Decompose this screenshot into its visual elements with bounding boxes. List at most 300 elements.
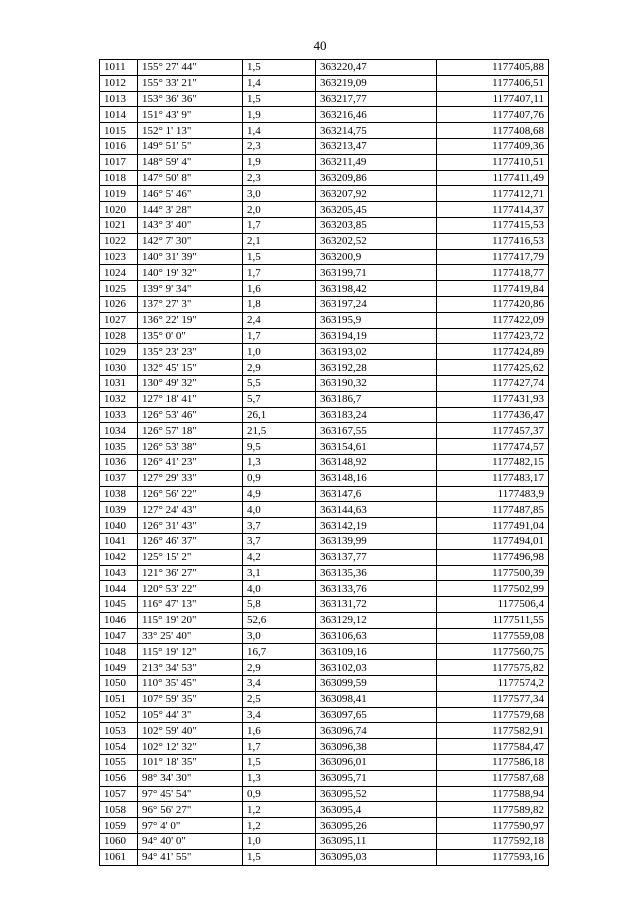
- distance-cell: 0,9: [243, 470, 316, 486]
- y-coordinate-cell: 1177482,15: [437, 454, 549, 470]
- table-row: [100, 186, 549, 202]
- y-coordinate-cell: 1177587,68: [437, 770, 549, 786]
- y-coordinate-cell: 1177592,18: [437, 834, 549, 850]
- point-number-cell: 1026: [100, 296, 138, 312]
- bearing-cell: 126° 53' 46": [138, 407, 243, 423]
- bearing-cell: 94° 40' 0": [138, 834, 243, 850]
- x-coordinate-cell: 363106,63: [316, 628, 437, 644]
- x-coordinate-cell: 363213,47: [316, 138, 437, 154]
- distance-cell: 4,9: [243, 486, 316, 502]
- distance-cell: 2,4: [243, 312, 316, 328]
- distance-cell: 5,5: [243, 375, 316, 391]
- point-number-cell: 1032: [100, 391, 138, 407]
- bearing-cell: 102° 59' 40": [138, 723, 243, 739]
- x-coordinate-cell: 363199,71: [316, 265, 437, 281]
- y-coordinate-cell: 1177412,71: [437, 186, 549, 202]
- bearing-cell: 105° 44' 3": [138, 707, 243, 723]
- y-coordinate-cell: 1177511,55: [437, 612, 549, 628]
- y-coordinate-cell: 1177410,51: [437, 154, 549, 170]
- point-number-cell: 1028: [100, 328, 138, 344]
- y-coordinate-cell: 1177414,37: [437, 202, 549, 218]
- bearing-cell: 97° 45' 54": [138, 786, 243, 802]
- x-coordinate-cell: 363109,16: [316, 644, 437, 660]
- point-number-cell: 1047: [100, 628, 138, 644]
- point-number-cell: 1049: [100, 660, 138, 676]
- table-row: [100, 60, 549, 76]
- bearing-cell: 130° 49' 32": [138, 375, 243, 391]
- bearing-cell: 137° 27' 3": [138, 296, 243, 312]
- distance-cell: 1,5: [243, 60, 316, 76]
- y-coordinate-cell: 1177422,09: [437, 312, 549, 328]
- y-coordinate-cell: 1177474,57: [437, 439, 549, 455]
- y-coordinate-cell: 1177502,99: [437, 581, 549, 597]
- x-coordinate-cell: 363144,63: [316, 502, 437, 518]
- x-coordinate-cell: 363148,16: [316, 470, 437, 486]
- table-row: [100, 612, 549, 628]
- point-number-cell: 1056: [100, 770, 138, 786]
- distance-cell: 3,7: [243, 533, 316, 549]
- point-number-cell: 1044: [100, 581, 138, 597]
- bearing-cell: 153° 36' 36": [138, 91, 243, 107]
- distance-cell: 1,0: [243, 344, 316, 360]
- table-row: [100, 723, 549, 739]
- x-coordinate-cell: 363194,19: [316, 328, 437, 344]
- bearing-cell: 146° 5' 46": [138, 186, 243, 202]
- x-coordinate-cell: 363095,03: [316, 849, 437, 865]
- distance-cell: 1,2: [243, 818, 316, 834]
- x-coordinate-cell: 363198,42: [316, 281, 437, 297]
- x-coordinate-cell: 363099,59: [316, 676, 437, 692]
- bearing-cell: 140° 31' 39": [138, 249, 243, 265]
- point-number-cell: 1052: [100, 707, 138, 723]
- point-number-cell: 1057: [100, 786, 138, 802]
- x-coordinate-cell: 363137,77: [316, 549, 437, 565]
- y-coordinate-cell: 1177424,89: [437, 344, 549, 360]
- point-number-cell: 1053: [100, 723, 138, 739]
- table-row: [100, 281, 549, 297]
- point-number-cell: 1016: [100, 138, 138, 154]
- distance-cell: 2,9: [243, 660, 316, 676]
- distance-cell: 16,7: [243, 644, 316, 660]
- bearing-cell: 132° 45' 15": [138, 360, 243, 376]
- distance-cell: 1,5: [243, 755, 316, 771]
- point-number-cell: 1031: [100, 375, 138, 391]
- bearing-cell: 147° 50' 8": [138, 170, 243, 186]
- table-row: [100, 533, 549, 549]
- x-coordinate-cell: 363095,4: [316, 802, 437, 818]
- table-row: [100, 360, 549, 376]
- bearing-cell: 120° 53' 22": [138, 581, 243, 597]
- x-coordinate-cell: 363190,32: [316, 375, 437, 391]
- point-number-cell: 1036: [100, 454, 138, 470]
- distance-cell: 5,7: [243, 391, 316, 407]
- bearing-cell: 115° 19' 20": [138, 612, 243, 628]
- x-coordinate-cell: 363096,38: [316, 739, 437, 755]
- x-coordinate-cell: 363096,01: [316, 755, 437, 771]
- point-number-cell: 1038: [100, 486, 138, 502]
- distance-cell: 2,0: [243, 202, 316, 218]
- bearing-cell: 155° 33' 21": [138, 75, 243, 91]
- distance-cell: 1,4: [243, 75, 316, 91]
- y-coordinate-cell: 1177586,18: [437, 755, 549, 771]
- bearing-cell: 101° 18' 35": [138, 755, 243, 771]
- distance-cell: 4,0: [243, 581, 316, 597]
- table-row: [100, 676, 549, 692]
- bearing-cell: 102° 12' 32": [138, 739, 243, 755]
- point-number-cell: 1013: [100, 91, 138, 107]
- table-row: [100, 818, 549, 834]
- y-coordinate-cell: 1177590,97: [437, 818, 549, 834]
- table-row: [100, 518, 549, 534]
- point-number-cell: 1046: [100, 612, 138, 628]
- bearing-cell: 127° 18' 41": [138, 391, 243, 407]
- point-number-cell: 1027: [100, 312, 138, 328]
- x-coordinate-cell: 363095,26: [316, 818, 437, 834]
- point-number-cell: 1060: [100, 834, 138, 850]
- table-row: [100, 707, 549, 723]
- point-number-cell: 1034: [100, 423, 138, 439]
- x-coordinate-cell: 363207,92: [316, 186, 437, 202]
- table-row: [100, 107, 549, 123]
- distance-cell: 2,3: [243, 170, 316, 186]
- table-row: [100, 834, 549, 850]
- table-row: [100, 502, 549, 518]
- point-number-cell: 1023: [100, 249, 138, 265]
- distance-cell: 1,4: [243, 123, 316, 139]
- x-coordinate-cell: 363095,11: [316, 834, 437, 850]
- table-row: [100, 549, 549, 565]
- x-coordinate-cell: 363096,74: [316, 723, 437, 739]
- distance-cell: 2,1: [243, 233, 316, 249]
- y-coordinate-cell: 1177487,85: [437, 502, 549, 518]
- bearing-cell: 107° 59' 35": [138, 691, 243, 707]
- bearing-cell: 126° 56' 22": [138, 486, 243, 502]
- bearing-cell: 121° 36' 27": [138, 565, 243, 581]
- x-coordinate-cell: 363095,71: [316, 770, 437, 786]
- x-coordinate-cell: 363203,85: [316, 217, 437, 233]
- table-row: [100, 739, 549, 755]
- bearing-cell: 126° 53' 38": [138, 439, 243, 455]
- point-number-cell: 1011: [100, 60, 138, 76]
- bearing-cell: 135° 0' 0": [138, 328, 243, 344]
- distance-cell: 1,6: [243, 281, 316, 297]
- x-coordinate-cell: 363220,47: [316, 60, 437, 76]
- bearing-cell: 126° 41' 23": [138, 454, 243, 470]
- table-row: [100, 755, 549, 771]
- table-row: [100, 217, 549, 233]
- distance-cell: 3,1: [243, 565, 316, 581]
- y-coordinate-cell: 1177423,72: [437, 328, 549, 344]
- point-number-cell: 1045: [100, 597, 138, 613]
- distance-cell: 1,8: [243, 296, 316, 312]
- y-coordinate-cell: 1177574,2: [437, 676, 549, 692]
- point-number-cell: 1051: [100, 691, 138, 707]
- table-row: [100, 628, 549, 644]
- point-number-cell: 1021: [100, 217, 138, 233]
- bearing-cell: 125° 15' 2": [138, 549, 243, 565]
- x-coordinate-cell: 363142,19: [316, 518, 437, 534]
- distance-cell: 1,7: [243, 739, 316, 755]
- x-coordinate-cell: 363183,24: [316, 407, 437, 423]
- table-row: [100, 849, 549, 865]
- y-coordinate-cell: 1177560,75: [437, 644, 549, 660]
- bearing-cell: 116° 47' 13": [138, 597, 243, 613]
- x-coordinate-cell: 363154,61: [316, 439, 437, 455]
- point-number-cell: 1024: [100, 265, 138, 281]
- point-number-cell: 1017: [100, 154, 138, 170]
- y-coordinate-cell: 1177405,88: [437, 60, 549, 76]
- bearing-cell: 110° 35' 45": [138, 676, 243, 692]
- y-coordinate-cell: 1177575,82: [437, 660, 549, 676]
- bearing-cell: 33° 25' 40": [138, 628, 243, 644]
- point-number-cell: 1025: [100, 281, 138, 297]
- table-row: [100, 470, 549, 486]
- table-row: [100, 407, 549, 423]
- distance-cell: 52,6: [243, 612, 316, 628]
- point-number-cell: 1042: [100, 549, 138, 565]
- table-row: [100, 233, 549, 249]
- bearing-cell: 127° 29' 33": [138, 470, 243, 486]
- page-number: 40: [313, 38, 327, 53]
- x-coordinate-cell: 363131,72: [316, 597, 437, 613]
- bearing-cell: 115° 19' 12": [138, 644, 243, 660]
- bearing-cell: 126° 31' 43": [138, 518, 243, 534]
- table-row: [100, 581, 549, 597]
- point-number-cell: 1059: [100, 818, 138, 834]
- distance-cell: 1,7: [243, 265, 316, 281]
- distance-cell: 1,3: [243, 770, 316, 786]
- x-coordinate-cell: 363211,49: [316, 154, 437, 170]
- distance-cell: 4,0: [243, 502, 316, 518]
- distance-cell: 26,1: [243, 407, 316, 423]
- y-coordinate-cell: 1177411,49: [437, 170, 549, 186]
- point-number-cell: 1054: [100, 739, 138, 755]
- table-row: [100, 249, 549, 265]
- x-coordinate-cell: 363192,28: [316, 360, 437, 376]
- bearing-cell: 155° 27' 44": [138, 60, 243, 76]
- bearing-cell: 143° 3' 40": [138, 217, 243, 233]
- point-number-cell: 1040: [100, 518, 138, 534]
- y-coordinate-cell: 1177419,84: [437, 281, 549, 297]
- bearing-cell: 98° 34' 30": [138, 770, 243, 786]
- bearing-cell: 136° 22' 19": [138, 312, 243, 328]
- point-number-cell: 1048: [100, 644, 138, 660]
- distance-cell: 0,9: [243, 786, 316, 802]
- y-coordinate-cell: 1177506,4: [437, 597, 549, 613]
- y-coordinate-cell: 1177427,74: [437, 375, 549, 391]
- y-coordinate-cell: 1177579,68: [437, 707, 549, 723]
- x-coordinate-cell: 363139,99: [316, 533, 437, 549]
- y-coordinate-cell: 1177436,47: [437, 407, 549, 423]
- y-coordinate-cell: 1177431,93: [437, 391, 549, 407]
- distance-cell: 1,3: [243, 454, 316, 470]
- x-coordinate-cell: 363186,7: [316, 391, 437, 407]
- bearing-cell: 94° 41' 55": [138, 849, 243, 865]
- table-row: [100, 154, 549, 170]
- point-number-cell: 1050: [100, 676, 138, 692]
- x-coordinate-cell: 363216,46: [316, 107, 437, 123]
- y-coordinate-cell: 1177582,91: [437, 723, 549, 739]
- x-coordinate-cell: 363098,41: [316, 691, 437, 707]
- y-coordinate-cell: 1177415,53: [437, 217, 549, 233]
- y-coordinate-cell: 1177588,94: [437, 786, 549, 802]
- bearing-cell: 142° 7' 30": [138, 233, 243, 249]
- distance-cell: 21,5: [243, 423, 316, 439]
- y-coordinate-cell: 1177577,34: [437, 691, 549, 707]
- bearing-cell: 139° 9' 34": [138, 281, 243, 297]
- y-coordinate-cell: 1177494,01: [437, 533, 549, 549]
- x-coordinate-cell: 363195,9: [316, 312, 437, 328]
- table-row: [100, 660, 549, 676]
- y-coordinate-cell: 1177457,37: [437, 423, 549, 439]
- x-coordinate-cell: 363135,36: [316, 565, 437, 581]
- distance-cell: 1,9: [243, 107, 316, 123]
- bearing-cell: 140° 19' 32": [138, 265, 243, 281]
- table-row: [100, 423, 549, 439]
- point-number-cell: 1022: [100, 233, 138, 249]
- y-coordinate-cell: 1177409,36: [437, 138, 549, 154]
- table-row: [100, 138, 549, 154]
- x-coordinate-cell: 363217,77: [316, 91, 437, 107]
- table-row: [100, 75, 549, 91]
- x-coordinate-cell: 363102,03: [316, 660, 437, 676]
- distance-cell: 3,4: [243, 676, 316, 692]
- distance-cell: 2,3: [243, 138, 316, 154]
- distance-cell: 3,0: [243, 628, 316, 644]
- x-coordinate-cell: 363147,6: [316, 486, 437, 502]
- x-coordinate-cell: 363197,24: [316, 296, 437, 312]
- point-number-cell: 1058: [100, 802, 138, 818]
- x-coordinate-cell: 363219,09: [316, 75, 437, 91]
- bearing-cell: 152° 1' 13": [138, 123, 243, 139]
- distance-cell: 3,4: [243, 707, 316, 723]
- table-row: [100, 486, 549, 502]
- y-coordinate-cell: 1177500,39: [437, 565, 549, 581]
- point-number-cell: 1039: [100, 502, 138, 518]
- table-row: [100, 644, 549, 660]
- table-row: [100, 170, 549, 186]
- point-number-cell: 1055: [100, 755, 138, 771]
- y-coordinate-cell: 1177491,04: [437, 518, 549, 534]
- y-coordinate-cell: 1177483,9: [437, 486, 549, 502]
- table-row: [100, 597, 549, 613]
- x-coordinate-cell: 363148,92: [316, 454, 437, 470]
- x-coordinate-cell: 363214,75: [316, 123, 437, 139]
- table-row: [100, 565, 549, 581]
- table-row: [100, 802, 549, 818]
- table-row: [100, 202, 549, 218]
- y-coordinate-cell: 1177425,62: [437, 360, 549, 376]
- table-row: [100, 770, 549, 786]
- distance-cell: 1,2: [243, 802, 316, 818]
- x-coordinate-cell: 363205,45: [316, 202, 437, 218]
- point-number-cell: 1035: [100, 439, 138, 455]
- y-coordinate-cell: 1177418,77: [437, 265, 549, 281]
- y-coordinate-cell: 1177559,08: [437, 628, 549, 644]
- bearing-cell: 149° 51' 5": [138, 138, 243, 154]
- table-row: [100, 454, 549, 470]
- bearing-cell: 213° 34' 53": [138, 660, 243, 676]
- distance-cell: 1,0: [243, 834, 316, 850]
- distance-cell: 3,0: [243, 186, 316, 202]
- point-number-cell: 1015: [100, 123, 138, 139]
- y-coordinate-cell: 1177584,47: [437, 739, 549, 755]
- bearing-cell: 135° 23' 23": [138, 344, 243, 360]
- table-row: [100, 296, 549, 312]
- y-coordinate-cell: 1177407,11: [437, 91, 549, 107]
- x-coordinate-cell: 363133,76: [316, 581, 437, 597]
- table-row: [100, 691, 549, 707]
- distance-cell: 1,5: [243, 91, 316, 107]
- table-row: [100, 439, 549, 455]
- y-coordinate-cell: 1177406,51: [437, 75, 549, 91]
- x-coordinate-cell: 363202,52: [316, 233, 437, 249]
- y-coordinate-cell: 1177408,68: [437, 123, 549, 139]
- y-coordinate-cell: 1177483,17: [437, 470, 549, 486]
- point-number-cell: 1019: [100, 186, 138, 202]
- point-number-cell: 1033: [100, 407, 138, 423]
- bearing-cell: 148° 59' 4": [138, 154, 243, 170]
- bearing-cell: 144° 3' 28": [138, 202, 243, 218]
- table-row: [100, 375, 549, 391]
- x-coordinate-cell: 363209,86: [316, 170, 437, 186]
- y-coordinate-cell: 1177407,76: [437, 107, 549, 123]
- x-coordinate-cell: 363095,52: [316, 786, 437, 802]
- distance-cell: 4,2: [243, 549, 316, 565]
- point-number-cell: 1030: [100, 360, 138, 376]
- table-row: [100, 391, 549, 407]
- table-row: [100, 312, 549, 328]
- bearing-cell: 97° 4' 0": [138, 818, 243, 834]
- y-coordinate-cell: 1177593,16: [437, 849, 549, 865]
- point-number-cell: 1018: [100, 170, 138, 186]
- bearing-cell: 126° 46' 37": [138, 533, 243, 549]
- point-number-cell: 1012: [100, 75, 138, 91]
- x-coordinate-cell: 363129,12: [316, 612, 437, 628]
- table-row: [100, 344, 549, 360]
- y-coordinate-cell: 1177417,79: [437, 249, 549, 265]
- y-coordinate-cell: 1177416,53: [437, 233, 549, 249]
- table-row: [100, 786, 549, 802]
- bearing-cell: 126° 57' 18": [138, 423, 243, 439]
- distance-cell: 3,7: [243, 518, 316, 534]
- table-row: [100, 91, 549, 107]
- distance-cell: 1,9: [243, 154, 316, 170]
- point-number-cell: 1061: [100, 849, 138, 865]
- x-coordinate-cell: 363193,02: [316, 344, 437, 360]
- distance-cell: 5,8: [243, 597, 316, 613]
- point-number-cell: 1020: [100, 202, 138, 218]
- distance-cell: 1,7: [243, 328, 316, 344]
- distance-cell: 2,5: [243, 691, 316, 707]
- distance-cell: 1,6: [243, 723, 316, 739]
- distance-cell: 1,5: [243, 249, 316, 265]
- table-row: [100, 328, 549, 344]
- point-number-cell: 1043: [100, 565, 138, 581]
- x-coordinate-cell: 363097,65: [316, 707, 437, 723]
- y-coordinate-cell: 1177420,86: [437, 296, 549, 312]
- bearing-cell: 127° 24' 43": [138, 502, 243, 518]
- point-number-cell: 1029: [100, 344, 138, 360]
- table-row: [100, 265, 549, 281]
- x-coordinate-cell: 363200,9: [316, 249, 437, 265]
- point-number-cell: 1041: [100, 533, 138, 549]
- x-coordinate-cell: 363167,55: [316, 423, 437, 439]
- point-number-cell: 1014: [100, 107, 138, 123]
- distance-cell: 1,5: [243, 849, 316, 865]
- distance-cell: 1,7: [243, 217, 316, 233]
- distance-cell: 9,5: [243, 439, 316, 455]
